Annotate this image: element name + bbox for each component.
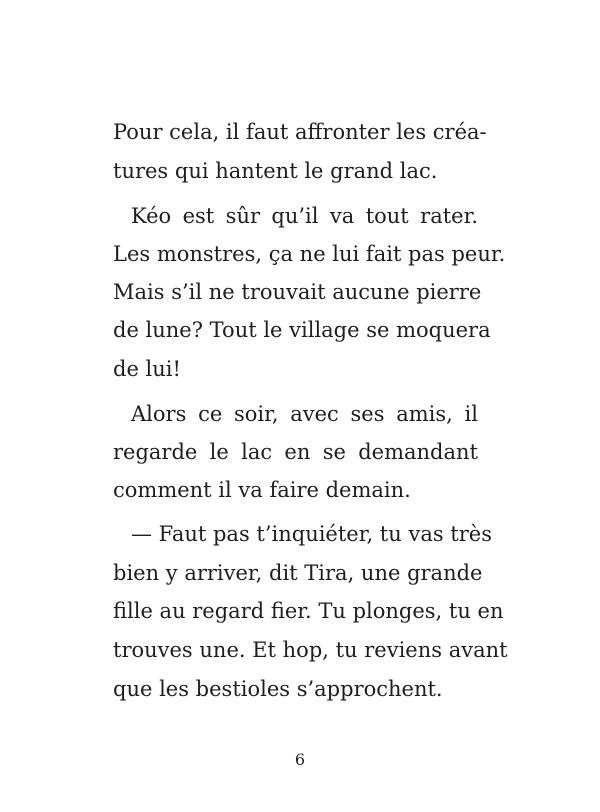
paragraph-4-line-1: — Faut pas t’inquiéter, tu vas très: [131, 522, 492, 546]
paragraph-3-line-2: regarde le lac en se demandant: [113, 440, 478, 464]
paragraph-2-line-4: de lune? Tout le village se moquera: [113, 318, 491, 342]
paragraph-1-line-1: Pour cela, il faut affronter les créa-: [113, 120, 487, 144]
paragraph-2-line-3: Mais s’il ne trouvait aucune pierre: [113, 280, 482, 304]
page-number: 6: [294, 750, 306, 769]
paragraph-4-line-4: trouves une. Et hop, tu reviens avant: [113, 638, 508, 662]
paragraph-4-line-5: que les bestioles s’approchent.: [113, 677, 443, 701]
paragraph-3-line-3: comment il va faire demain.: [113, 478, 411, 502]
paragraph-2-line-2: Les monstres, ça ne lui fait pas peur.: [113, 242, 506, 266]
paragraph-4-line-3: fille au regard fier. Tu plonges, tu en: [113, 599, 504, 623]
paragraph-2-line-1: Kéo est sûr qu’il va tout rater.: [131, 204, 478, 228]
paragraph-2-line-5: de lui!: [113, 357, 181, 381]
paragraph-1-line-2: tures qui hantent le grand lac.: [113, 159, 438, 183]
paragraph-4-line-2: bien y arriver, dit Tira, une grande: [113, 561, 483, 585]
paragraph-3-line-1: Alors ce soir, avec ses amis, il: [131, 402, 478, 426]
